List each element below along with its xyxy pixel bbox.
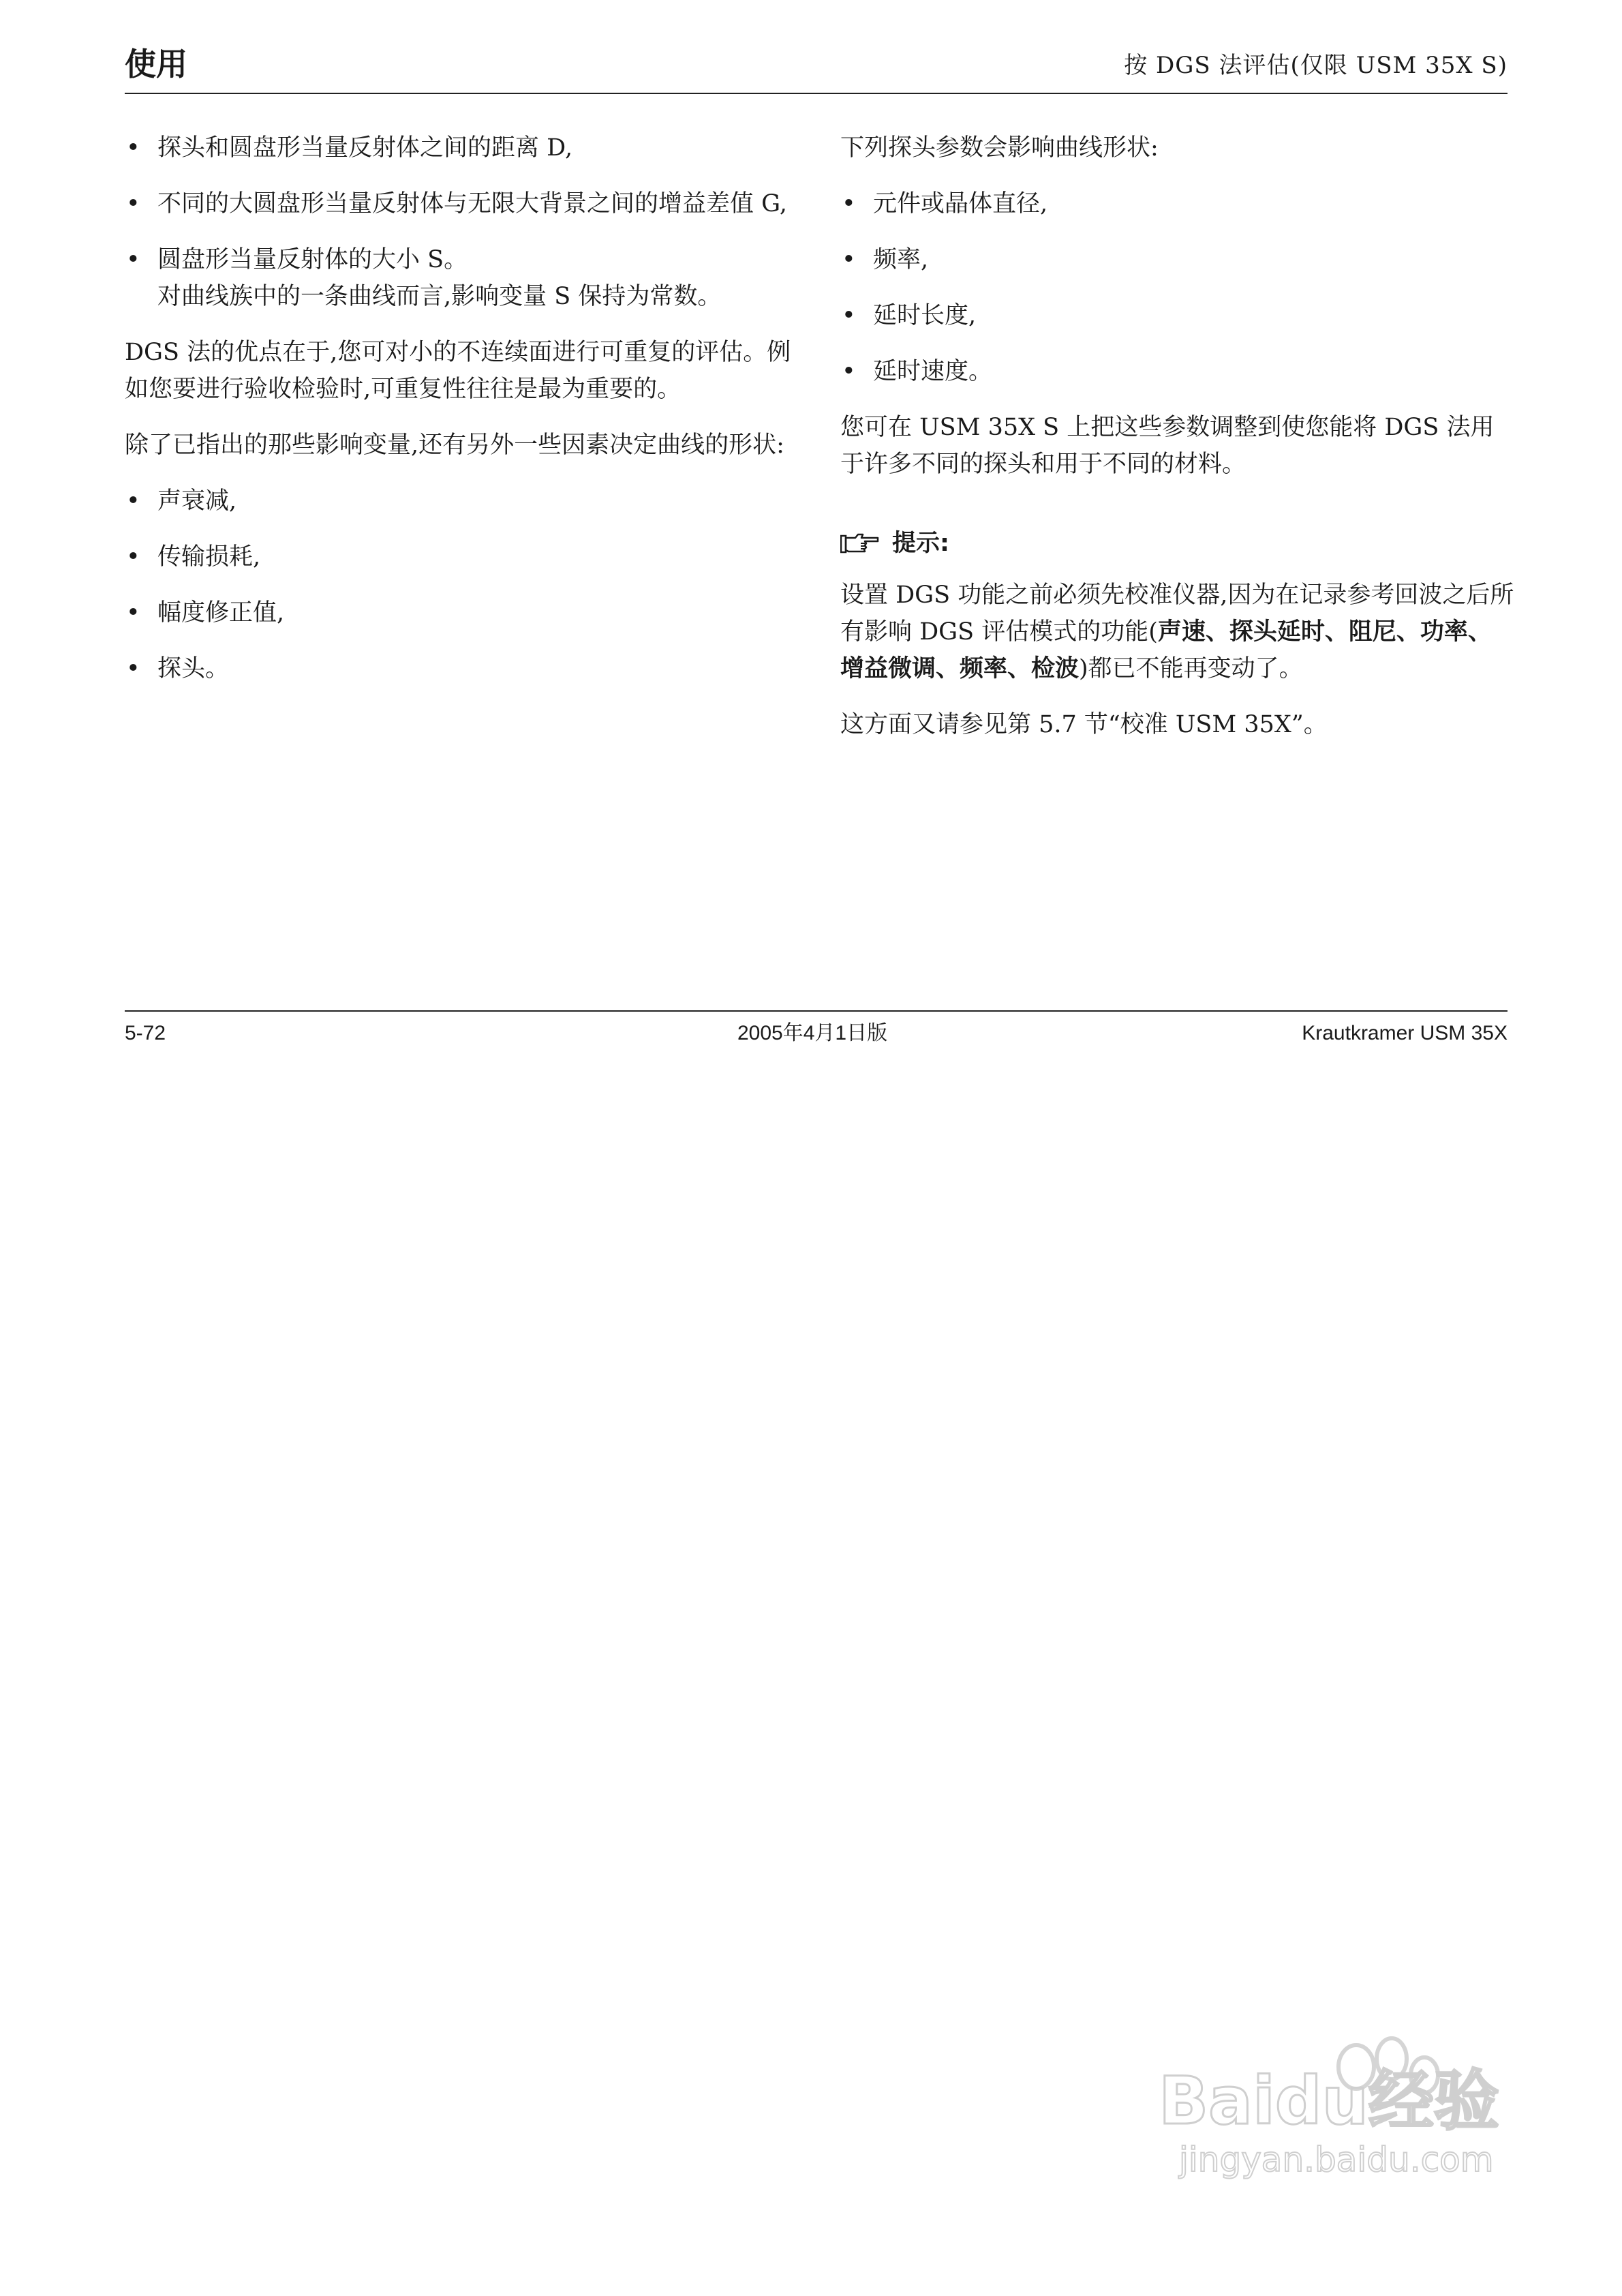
paragraph-adjust: 您可在 USM 35X S 上把这些参数调整到使您能将 DGS 法用于许多不同的探头和用于不同的材料。 [840, 414, 1495, 478]
list-item: • 传输损耗, [125, 539, 799, 575]
running-title: 按 DGS 法评估(仅限 USM 35X S) [1124, 52, 1508, 79]
baidu-jingyan-watermark [1152, 2004, 1533, 2181]
list-item: • 元件或晶体直径, [840, 185, 1515, 222]
note-functions-bold: 声速、探头延时、阻尼、功率、增益微调、频率、检波 [840, 618, 1492, 682]
paragraph-advantage: DGS 法的优点在于,您可对小的不连续面进行可重复的评估。例如您要进行验收检验时,可重复性往往是最为重要的。 [125, 339, 791, 403]
paragraph-other-factors: 除了已指出的那些影响变量,还有另外一些因素决定曲线的形状: [125, 432, 784, 459]
list-item: • 频率, [840, 241, 1515, 278]
list-item: • 延时速度。 [840, 353, 1515, 390]
note-body [840, 577, 1515, 687]
watermark-url: jingyan.baidu.com [1179, 2140, 1494, 2179]
note-label: 提示: [892, 530, 949, 557]
note-text-start: 设置 DGS 功能之前必须先校准仪器,因为在记录参考回波之后所有影响 DGS 评估模式的功能( [840, 581, 1514, 646]
edition-date: 2005年4月1日版 [737, 1022, 888, 1044]
right-column [840, 130, 1515, 762]
list-item: • 不同的大圆盘形当量反射体与无限大背景之间的增益差值 G, [125, 185, 799, 222]
list-item: • 延时长度, [840, 297, 1515, 334]
list-item: • 幅度修正值, [125, 594, 799, 631]
pointing-hand-icon [840, 532, 880, 555]
note-heading [840, 525, 1515, 562]
note-text-end: )都已不能再变动了。 [1079, 655, 1303, 682]
list-item [125, 241, 799, 315]
page-number: 5-72 [125, 1022, 166, 1044]
paragraph-reference: 这方面又请参见第 5.7 节“校准 USM 35X”。 [840, 711, 1328, 738]
watermark-brand: Baidu经验 [1159, 2063, 1499, 2139]
list-item-subline: 对曲线族中的一条曲线而言,影响变量 S 保持为常数。 [157, 283, 722, 310]
list-item: • 探头。 [125, 650, 799, 687]
list-item-line: • 圆盘形当量反射体的大小 S。 [157, 246, 468, 273]
product-name: Krautkramer USM 35X [1302, 1022, 1508, 1044]
section-title: 使用 [125, 46, 187, 82]
paragraph-probe-params: 下列探头参数会影响曲线形状: [840, 134, 1159, 162]
footer-rule [125, 1010, 1508, 1012]
list-item: • 探头和圆盘形当量反射体之间的距离 D, [125, 130, 799, 166]
left-column [125, 130, 799, 706]
header-rule [125, 93, 1508, 94]
list-item: • 声衰减, [125, 483, 799, 519]
